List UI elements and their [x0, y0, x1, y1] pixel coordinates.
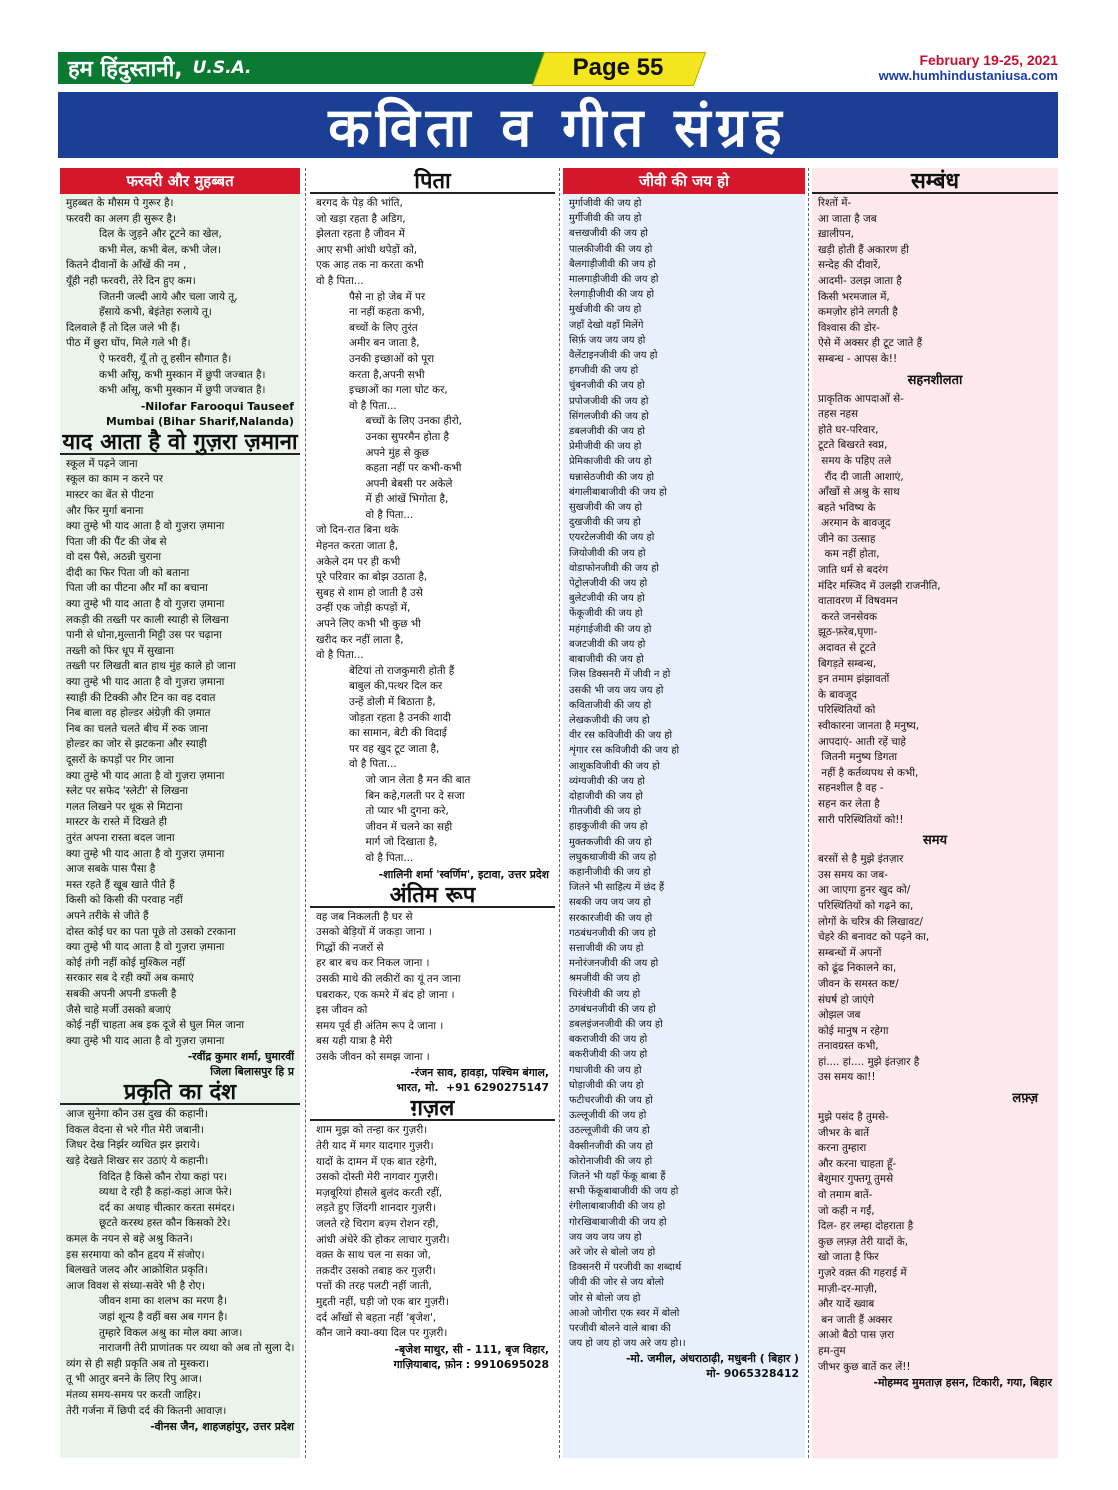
poem-text: बरसों से है मुझे इंतज़ार उस समय का जब- आ जाएगा हुनर खुद को/ परिस्थितियों को गढ़ने का, लोगों के चरित्र की लिखावट/ चेहरे की बनावट को पढ़ने का, सम्बन्धों में अपनों को ढूंढ निकालने का, जीवन के समस्त कष्ट/ संघर्ष हो जाएंगे ओझल जब कोई मानुष न रहेगा तनावग्रस्त कभी, हां.... हां.... मुझे इंतज़ार है उस समय का!!: [818, 853, 930, 1084]
poem-title: जीवी की जय हो: [563, 168, 805, 194]
poem-title: सम्बंध: [812, 168, 1058, 194]
poem-title: फरवरी और मुहब्बत: [60, 168, 300, 194]
dateline: [879, 52, 1058, 84]
issue-date: February 19-25, 2021: [919, 52, 1058, 68]
poem-text: मुर्गाजीवी की जय हो मुर्गीजीवी की जय हो बत्तखजीवी की जय हो पालकीजीवी की जय हो बैलगाड़ीजीवी की जय हो मालगाड़ीजीवी की जय हो रेलगाड़ीजीवी की जय हो मुर्खजीवी की जय हो जहाँ देखो वहाँ मिलेंगे सिर्फ़ जय जय जय हो वैलेंटाइनजीवी की जय हो हगजीवी की जय हो चुंबनजीवी की जय हो प्रपोजजीवी की जय हो सिंगलजीवी की जय हो डबलजीवी की जय हो प्रेमीजीवी की जय हो प्रेमिकाजीवी की जय हो धन्नासेठजीवी की जय हो बंगालीबाबाजीवी की जय हो सुखजीवी की जय हो दुखजीवी की जय हो एयरटेलजीवी की जय हो जियोजीवी की जय हो वोडाफोनजीवी की जय हो पेट्रोलजीवी की जय हो बुलेटजीवी की जय हो फेंकूजीवी की जय हो महंगाईजीवी की जय हो बजटजीवी की जय हो बाबाजीवी की जय हो जिस डिक्सनरी में जीवी न हो उसकी भी जय जय जय हो कविताजीवी की जय हो लेखकजीवी की जय हो वीर रस कविजीवी की जय हो शृंगार रस कविजीवी की जय हो आशुकविजीवी की जय हो व्यंग्यजीवी की जय हो दोहाजीवी की जय हो गीतजीवी की जय हो हाइकुजीवी की जय हो मुक्तकजीवी की जय हो लघुकथाजीवी की जय हो कहानीजीवी की जय हो जितने भी साहित्य में छंद हैं सबकी जय जय जय हो सरकारजीवी की जय हो गठबंधनजीवी की जय हो सत्ताजीवी की जय हो मनोरंजनजीवी की जय हो श्रमजीवी की जय हो चिरंजीवी की जय हो ठगबंधनजीवी की जय हो डबलइंजनजीवी की जय हो बकराजीवी की जय हो बकरीजीवी की जय हो गधाजीवी की जय हो घोड़ाजीवी की जय हो फटीचरजीवी की जय हो ऊल्लूजीवी की जय हो उठल्लूजीवी की जय हो वैक्सीनजीवी की जय हो कोरोनाजीवी की जय हो जितने भी यहाँ फेंकू बाबा हैं सभी फेंकूबाबाजीवी की जय हो रंगीलाबाबाजीवी की जय हो गोरखिबाबाजीवी की जय हो जय जय जय जय हो अरे जोर से बोलो जय हो डिक्सनरी में परजीवी का शब्दार्थ जीवी की जोर से जय बोलो जोर से बोलो जय हो आओ जोगीरा एक स्वर में बोलो परजीवी बोलने वाले बाबा की जय हो जय हो जय अरे जय हो।।: [569, 198, 686, 1350]
column-divider: [305, 168, 306, 1458]
poem-author: -मोहम्मद मुमताज़ हसन, टिकारी, गया, बिहार: [873, 1376, 1052, 1390]
poem-text: वह जब निकलती है घर से उसको बेड़ियों में जकड़ा जाना । गिद्धों की नजरों से हर बार बच कर निकल जाना । उसकी माथे की लकीरों का यूं तन जाना घबराकर, एक कमरे में बंद हो जाना । इस जीवन को समय पूर्व ही अंतिम रूप दे जाना । बस यही यात्रा है मेरी उसके जीवन को समझ जाना ।: [316, 910, 461, 1063]
poem-text: मुहब्बत के मौसम पे गुरूर है। फरवरी का अलग ही सुरूर है। दिल के जुड़ने और टूटने का खेल, कभी मेल, कभी बेल, कभी जेल। कितने दीवानों के आँखें की नम , यूँही नही फरवरी, तेरे दिन हुए कम। जितनी जल्दी आये और चला जाये तू, हँसाये कभी, बेइंतेहा रुलाये तू। दिलवाले हैं तो दिल जले भी हैं। पीठ में छुरा घोंप, मिले गले भी हैं। ऐ फरवरी, यूँ तो तू हसीन सौगात है। कभी आँसू, कभी मुस्कान में छुपी जज्बात है। कभी आँसू, कभी मुस्कान में छुपी जज्बात है।: [66, 197, 266, 397]
poem-text: रिश्तों में- आ जाता है जब ख़ालीपन, खड़ी होती हैं अकारण ही सन्देह की दीवारें, आदमी- उलझ जाता है किसी भरमजाल में, कमज़ोर होने लगती है विश्वास की डोर- ऐसे में अक्सर ही टूट जाते हैं सम्बन्ध - आपस के!!: [818, 197, 923, 365]
poem-title: समय: [922, 833, 948, 849]
column-2: [310, 168, 555, 1458]
poem-text: मुझे पसंद है तुमसे- जीभर के बातें करना तुम्हारा और करना चाहता हूँ- बेशुमार गुफ्तगू तुमसे वो तमाम बातें- जो कही न गईं, दिल- हर लम्हा दोहराता है कुछ लफ़्ज़ तेरी यादों के, खो जाता है फिर गुज़रे वक़्त की गहराई में माज़ी-दर-माज़ी, और यादें ख्वाब बन जाती हैं अक्सर आओ बैठो पास ज़रा हम-तुम जीभर कुछ बातें कर लें!!: [818, 1111, 914, 1373]
column-4: [812, 168, 1058, 1458]
poem-author: -रवींद्र कुमार शर्मा, घुमारवीं जिला बिलासपुर हि प्र: [187, 1050, 294, 1079]
poem-author: -मो. जमील, अंधराठाढ़ी, मधुबनी ( बिहार ) मो- 9065328412: [625, 1352, 799, 1381]
poem-title: प्रकृति का दंश: [60, 1079, 300, 1105]
poem-text: आज सुनेगा कौन उस दुख की कहानी। विकल वेदना से भरे गीत मेरी जबानी। जिधर देख निर्झर व्यथित झर झराये। खड़े देखते शिखर सर उठाएं ये कहानी। विदित है किसे कौन रोया कहां पर। व्यथा दे रही है कहां-कहां आज फेरे। दर्द का अथाह चीत्कार करता समंदर। छूटते करस्थ हस्त कौन किसको टेरे। कमल के नयन से बहे अश्रु कितने। इस सरमाया को कौन हृदय में संजोए। बिलखते जलद और आक्रोशित प्रकृति। आज विवश से संध्या-सवेरे भी है रोए। जीवन शमा का शलभ का मरण है। जहां शून्य है वहीं बस अब गगन है। तुम्हारे विकल अश्रु का मोल क्या आज। नाराजगी तेरी प्राणांतक पर व्यथा को अब तो सुला दे। व्यंग से ही सही प्रकृति अब तो मुस्करा। तू भी आतुर बनने के लिए रिपु आज। मंतव्य समय-समय पर करती जाहिर। तेरी गर्जना में छिपी दर्द की कितनी आवाज़।: [66, 1108, 295, 1417]
poem-title: सहनशीलता: [907, 372, 963, 388]
website-link[interactable]: www.humhindustaniusa.com: [878, 68, 1058, 83]
poem-title: लफ़्ज़: [1012, 1091, 1038, 1107]
poem-text: शाम मुझ को तन्हा कर गुज़री। तेरी याद में मगर यादगार गुज़री। यादों के दामन में एक बात रहेगी, उसको दोस्ती मेरी नागवार गुज़री। मज़बूरियां हौसले बुलंद करती रहीं, लड़ते हुए ज़िंदगी शानदार गुज़री। जलते रहे चिराग बज़्म रोशन रही, आंधी अंधेरे की होकर लाचार गुज़री। वक़्त के साथ चल ना सका जो, तक़दीर उसको तबाह कर गुज़री। पत्तों की तरह पलटी नहीं जाती, मुद्दती नहीं, घड़ी जो एक बार गुज़री। दर्द आँखों से बहता नहीं 'बृजेश', कौन जाने क्या-क्या दिल पर गुज़री।: [316, 1124, 450, 1340]
masthead-suffix: U.S.A.: [192, 58, 252, 78]
column-divider: [559, 168, 560, 1458]
poem-author: -शालिनी शर्मा 'स्वर्णिम', इटावा, उत्तर प्रदेश: [378, 867, 549, 881]
poem-author: -बृजेश माथुर, सी - 111, बृज विहार, गाज़ियाबाद, फ़ोन : 9910695028: [393, 1342, 549, 1371]
poem-text: बरगद के पेड़ की भांति, जो खड़ा रहता है अडिग, झेलता रहता है जीवन में आए सभी आंधी थपेड़ों को, एक आह तक ना करता कभी वो है पिता... पैसे ना हो जेब में पर ना नहीं कहता कभी, बच्चों के लिए तुरंत अमीर बन जाता है, उनकी इच्छाओं को पूरा करता है,अपनी सभी इच्छाओं का गला घोट कर, वो है पिता... बच्चों के लिए उनका हीरो, उनका सुपरमैन होता है अपने मुंह से कुछ कहता नहीं पर कभी-कभी अपनी बेबसी पर अकेले में ही आंखें भिगोता है, वो है पिता... जो दिन-रात बिना थके मेहनत करता जाता है, अकेले दम पर ही कभी पूरे परिवार का बोझ उठाता है, सुबह से शाम हो जाती है उसे उन्हीं एक जोड़ी कपड़ों में, अपने लिए कभी भी कुछ भी खरीद कर नहीं लाता है, वो है पिता... बेटियां तो राजकुमारी होती हैं बाबुल की,पत्थर दिल कर उन्हें डोली में बिठाता है, जोड़ता रहता है उनकी शादी का सामान, बेटी की विदाई पर वह खुद टूट जाता है, वो है पिता... जो जान लेता है मन की बात बिन कहे,गलती पर दे सजा तो प्यार भी दुगना करे, जीवन में चलने का सही मार्ग जो दिखाता है, वो है पिता...: [316, 197, 471, 864]
section-banner: कविता व गीत संग्रह: [58, 92, 1058, 158]
poem-author: -वीनस जैन, शाहजहांपुर, उत्तर प्रदेश: [150, 1420, 294, 1434]
poem-text: स्कूल में पढ़ने जाना स्कूल का काम न करने पर मास्टर का बेंत से पीटना और फिर मुर्गा बनाना क्या तुम्हे भी याद आता है वो गुज़रा ज़माना पिता जी की पैंट की जेब से वो दस पैसे, अठन्नी चुराना दीदी का फिर पिता जी को बताना पिता जी का पीटना और माँ का बचाना क्या तुम्हे भी याद आता है वो गुज़रा ज़माना लकड़ी की तख्ती पर काली स्याही से लिखना पानी से धोना,मुल्तानी मिट्टी उस पर चढ़ाना तख्ती को फिर धूप में सुखाना तख्ती पर लिखती बात हाथ मुंह काले हो जाना क्या तुम्हे भी याद आता है वो गुज़रा ज़माना स्याही की टिक्की और टिन का वह दवात निब बाला वह होल्डर अंग्रेज़ी की ज़मात निब का चलते चलते बीच में रुक जाना होल्डर का जोर से झटकना और स्याही दूसरों के कपड़ों पर गिर जाना क्या तुम्हे भी याद आता है वो गुज़रा ज़माना स्लेट पर सफेद 'स्लेटी' से लिखना गलत लिखने पर थूक से मिटाना मास्टर के रास्ते में दिखते ही तुरंत अपना रास्ता बदल जाना क्या तुम्हे भी याद आता है वो गुज़रा ज़माना आज सबके पास पैसा है मस्त रहते हैं खूब खाते पीते हैं किसी को किसी की परवाह नहीं अपने तरीके से जीते हैं दोस्त कोई घर का पता पूछे तो उसको टरकाना क्या तुम्हे भी याद आता है वो गुज़रा ज़माना कोई तंगी नहीं कोई मुश्किल नहीं सरकार सब दे रही क्यों अब कमाएं सबकी अपनी अपनी डफली है जैसे चाहे मर्जी उसको बजाएं कोई नहीं चाहता अब इक दूजे से घुल मिल जाना क्या तुम्हे भी याद आता है वो गुज़रा ज़माना: [66, 457, 245, 1047]
column-1: [60, 168, 300, 1458]
masthead: [58, 52, 578, 84]
poem-text: प्राकृतिक आपदाओं से- तहस नहस होते घर-परिवार, टूटते बिखरते स्वप्न, समय के पहिए तले रौंद दी जाती आशाएं, आँखों से अश्रु के साथ बहते भविष्य के अरमान के बावजूद जीने का उत्साह कम नहीं होता, जाति धर्म से बदरंग मंदिर मस्जिद में उलझी राजनीति, वातावरण में विषवमन करते जनसेवक झूठ-फ़रेब,घृणा- अदावत से टूटते बिगड़ते सम्बन्ध, इन तमाम झंझावतों के बावजूद परिस्थितियों को स्वीकारना जानता है मनुष्य, आपदाएं- आती रहें चाहे जितनी मनुष्य डिगता नहीं है कर्तव्यपथ से कभी, सहनशील है वह - सहन कर लेता है सारी परिस्थितियों को!!: [818, 392, 941, 826]
top-bar: [58, 52, 1058, 84]
column-3: [563, 168, 805, 1458]
poem-author: -Nilofar Farooqui Tauseef Mumbai (Bihar Sharif,Nalanda): [105, 399, 294, 428]
poem-title: अंतिम रूप: [310, 882, 555, 908]
page-number: Page 55: [572, 54, 664, 81]
poem-title: ग़ज़ल: [310, 1095, 555, 1121]
poem-title: याद आता है वो गुज़रा ज़माना: [60, 429, 300, 455]
poem-author: -रंजन साव, हावड़ा, पश्चिम बंगाल, भारत, मो. +91 6290275147: [396, 1066, 549, 1095]
poem-title: पिता: [310, 168, 555, 194]
masthead-title: हम हिंदुस्तानी,: [68, 57, 183, 82]
column-divider: [808, 168, 809, 1458]
